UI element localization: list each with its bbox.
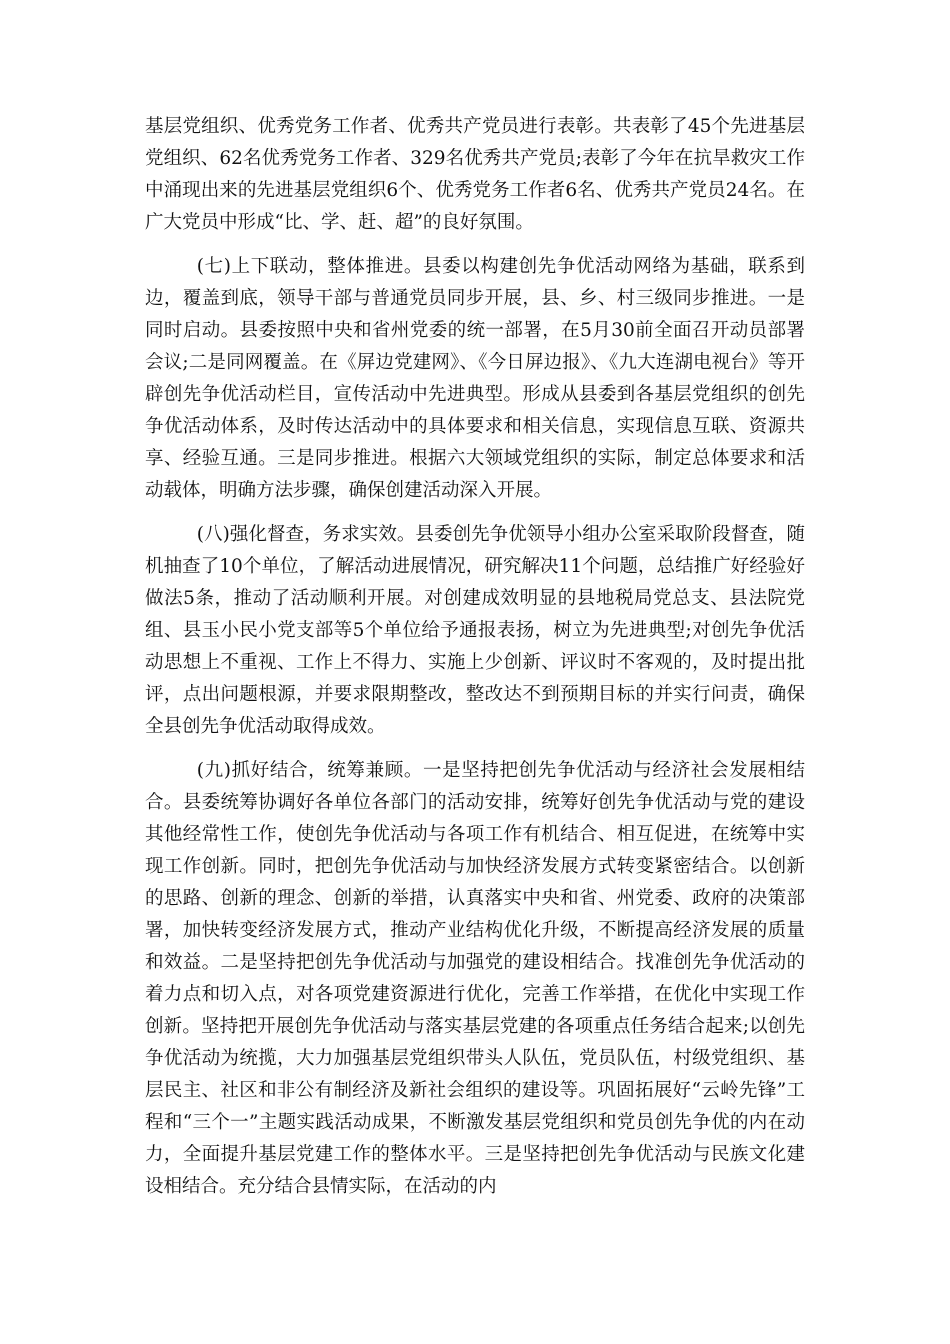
paragraph-section-8: (八)强化督查，务求实效。县委创先争优领导小组办公室采取阶段督查，随机抽查了10个单位，了解活动进展情况，研究解决11个问题，总结推广好经验好做法5条，推动了活动顺利开展。对创建成效明显的县地税局党总支、县法院党组、县玉小民小党支部等5个单位给予通报表扬，树立为先进典型;对创先争优活动思想上不重视、工作上不得力、实施上少创新、评议时不客观的，及时提出批评，点出问题根源，并要求限期整改，整改达不到预期目标的并实行问责，确保全县创先争优活动取得成效。 xyxy=(145,524,805,737)
paragraph-section-7: (七)上下联动，整体推进。县委以构建创先争优活动网络为基础，联系到边，覆盖到底，领导干部与普通党员同步开展，县、乡、村三级同步推进。一是同时启动。县委按照中央和省州党委的统一部署，在5月30前全面召开动员部署会议;二是同网覆盖。在《屏边党建网》、《今日屏边报》、《九大连湖电视台》等开辟创先争优活动栏目，宣传活动中先进典型。形成从县委到各基层党组织的创先争优活动体系，及时传达活动中的具体要求和相关信息，实现信息互联、资源共享、经验互通。三是同步推进。根据六大领域党组织的实际，制定总体要求和活动载体，明确方法步骤，确保创建活动深入开展。 xyxy=(145,256,805,501)
paragraph-section-9: (九)抓好结合，统筹兼顾。一是坚持把创先争优活动与经济社会发展相结合。县委统筹协调好各单位各部门的活动安排，统筹好创先争优活动与党的建设其他经常性工作，使创先争优活动与各项工作有机结合、相互促进，在统筹中实现工作创新。同时，把创先争优活动与加快经济发展方式转变紧密结合。以创新的思路、创新的理念、创新的举措，认真落实中央和省、州党委、政府的决策部署，加快转变经济发展方式，推动产业结构优化升级，不断提高经济发展的质量和效益。二是坚持把创先争优活动与加强党的建设相结合。找准创先争优活动的着力点和切入点，对各项党建资源进行优化，完善工作举措，在优化中实现工作创新。坚持把开展创先争优活动与落实基层党建的各项重点任务结合起来;以创先争优活动为统揽，大力加强基层党组织带头人队伍，党员队伍，村级党组织、基层民主、社区和非公有制经济及新社会组织的建设等。巩固拓展好“云岭先锋”工程和“三个一”主题实践活动成果，不断激发基层党组织和党员创先争优的内在动力，全面提升基层党建工作的整体水平。三是坚持把创先争优活动与民族文化建设相结合。充分结合县情实际，在活动的内 xyxy=(145,760,805,1197)
paragraph-continuation: 基层党组织、优秀党务工作者、优秀共产党员进行表彰。共表彰了45个先进基层党组织、62名优秀党务工作者、329名优秀共产党员;表彰了今年在抗旱救灾工作中涌现出来的先进基层党组织6个、优秀党务工作者6名、优秀共产党员24名。在广大党员中形成“比、学、赶、超”的良好氛围。 xyxy=(145,116,805,233)
document-body xyxy=(145,111,805,1215)
